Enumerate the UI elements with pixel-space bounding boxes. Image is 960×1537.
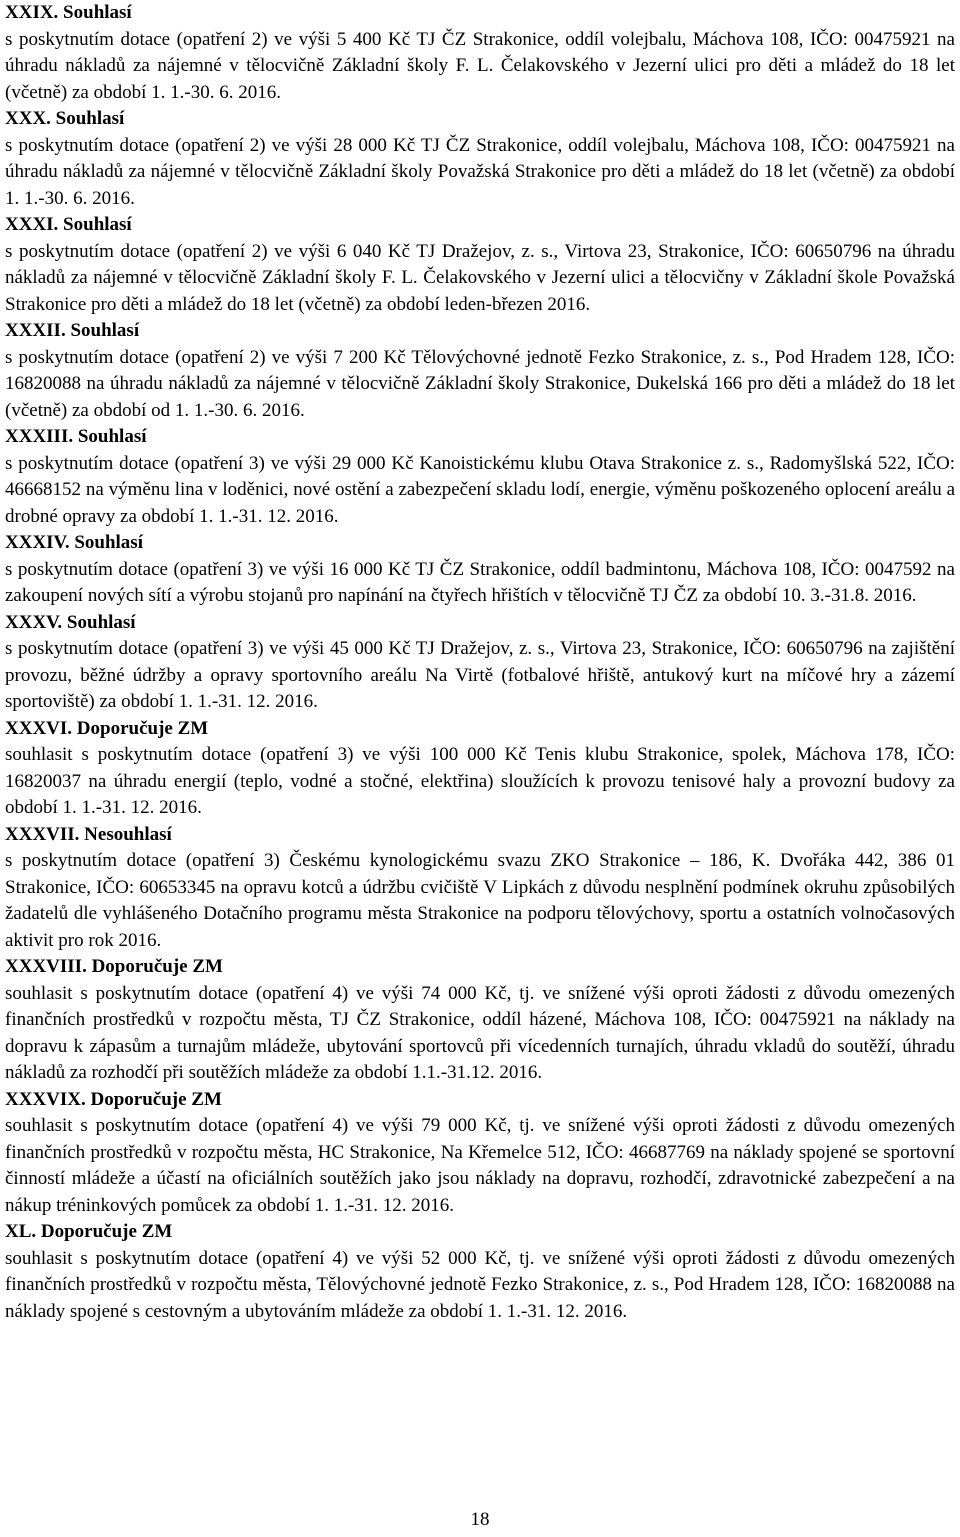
resolution-text: s poskytnutím dotace (opatření 2) ve výši 7 200 Kč Tělovýchovné jednotě Fezko Strakonice, z. s., Pod Hradem 128, IČO: 16820088 na úhradu nákladů za nájemné v tělocvičně Základní školy Strakonice, Dukelská 166 pro děti a mládež do 18 let (včetně) za období od 1. 1.-30. 6. 2016. <box>5 346 955 421</box>
resolution-section <box>5 822 955 955</box>
resolution-heading: XXIX. Souhlasí <box>5 2 132 23</box>
resolution-heading: XXXVII. Nesouhlasí <box>5 823 172 845</box>
resolution-heading: XXXIV. Souhlasí <box>5 532 143 553</box>
resolution-text: s poskytnutím dotace (opatření 3) Českému kynologickému svazu ZKO Strakonice – 186, K. Dvořáka 442, 386 01 Strakonice, IČO: 60653345 na opravu kotců a údržbu cvičiště V Lipkách z důvodu nesplnění podmínek okruhu způsobilých žadatelů dle vyhlášeného Dotačního programu města Strakonice na podporu tělovýchovy, sportu a ostatních volnočasových aktivit pro rok 2016. <box>5 850 955 951</box>
resolution-heading: XXXVI. Doporučuje ZM <box>5 717 209 739</box>
resolution-section <box>5 318 955 424</box>
resolution-section <box>5 106 955 212</box>
resolution-text: s poskytnutím dotace (opatření 2) ve výši 6 040 Kč TJ Dražejov, z. s., Virtova 23, Strakonice, IČO: 60650796 na úhradu nákladů za nájemné v tělocvičně Základní školy F. L. Čelakovského v Jezerní ulici a tělocvičny v Základní škole Považská Strakonice pro děti a mládež do 18 let (včetně) za období leden-březen 2016. <box>5 240 955 315</box>
resolution-section <box>5 530 955 610</box>
resolution-text: souhlasit s poskytnutím dotace (opatření 4) ve výši 52 000 Kč, tj. ve snížené výši oproti žádosti z důvodu omezených finančních prostředků v rozpočtu města, Tělovýchovné jednotě Fezko Strakonice, z. s., Pod Hradem 128, IČO: 16820088 na náklady spojené s cestovným a ubytováním mládeže za období 1. 1.-31. 12. 2016. <box>5 1247 955 1322</box>
resolution-section <box>5 716 955 822</box>
resolution-section <box>5 1087 955 1220</box>
resolution-heading: XXXVIX. Doporučuje ZM <box>5 1088 222 1110</box>
resolution-heading: XXXII. Souhlasí <box>5 320 140 341</box>
page-number: 18 <box>470 1509 490 1530</box>
resolution-heading: XXXIII. Souhlasí <box>5 426 147 447</box>
resolution-text: s poskytnutím dotace (opatření 2) ve výši 5 400 Kč TJ ČZ Strakonice, oddíl volejbalu, Máchova 108, IČO: 00475921 na úhradu nákladů za nájemné v tělocvičně Základní školy F. L. Čelakovského v Jezerní ulici pro děti a mládež do 18 let (včetně) za období 1. 1.-30. 6. 2016. <box>5 28 955 103</box>
resolution-text: s poskytnutím dotace (opatření 3) ve výši 16 000 Kč TJ ČZ Strakonice, oddíl badmintonu, Máchova 108, IČO: 0047592 na zakoupení nových sítí a výrobu stojanů pro napínání na čtyřech hřištích v tělocvičně TJ ČZ za období 10. 3.-31.8. 2016. <box>5 558 955 606</box>
resolution-section <box>5 610 955 716</box>
resolution-heading: XXXVIII. Doporučuje ZM <box>5 956 223 977</box>
resolution-heading: XXXV. Souhlasí <box>5 611 136 633</box>
resolution-text: souhlasit s poskytnutím dotace (opatření 4) ve výši 74 000 Kč, tj. ve snížené výši oproti žádosti z důvodu omezených finančních prostředků v rozpočtu města, TJ ČZ Strakonice, oddíl házené, Máchova 108, IČO: 00475921 na náklady na dopravu k zápasům a turnajům mládeže, ubytování sportovců při vícedenních turnajích, úhradu vkladů do soutěží, úhradu nákladů za rozhodčí při soutěžích mládeže za období 1.1.-31.12. 2016. <box>5 982 955 1083</box>
resolution-text: souhlasit s poskytnutím dotace (opatření 3) ve výši 100 000 Kč Tenis klubu Strakonice, spolek, Máchova 178, IČO: 16820037 na úhradu energií (teplo, vodné a stočné, elektřina) sloužících k provozu tenisové haly a provozní budovy za období 1. 1.-31. 12. 2016. <box>5 744 955 818</box>
resolution-section <box>5 424 955 530</box>
resolution-section <box>5 954 955 1087</box>
resolution-text: souhlasit s poskytnutím dotace (opatření 4) ve výši 79 000 Kč, tj. ve snížené výši oproti žádosti z důvodu omezených finančních prostředků v rozpočtu města, HC Strakonice, Na Křemelce 512, IČO: 46687769 na náklady spojené se sportovní činností mládeže a účastí na oficiálních soutěžích jako jsou náklady na dopravu, rozhodčí, zdravotnické zabezpečení a na nákup tréninkových pomůcek za období 1. 1.-31. 12. 2016. <box>5 1115 955 1216</box>
resolution-section <box>5 0 955 106</box>
resolution-heading: XXXI. Souhlasí <box>5 214 132 235</box>
document-page <box>5 0 955 1325</box>
resolution-text: s poskytnutím dotace (opatření 2) ve výši 28 000 Kč TJ ČZ Strakonice, oddíl volejbalu, Máchova 108, IČO: 00475921 na úhradu nákladů za nájemné v tělocvičně Základní školy Považská Strakonice pro děti a mládež do 18 let (včetně) za období 1. 1.-30. 6. 2016. <box>5 134 955 209</box>
resolution-section <box>5 1219 955 1325</box>
resolution-text: s poskytnutím dotace (opatření 3) ve výši 45 000 Kč TJ Dražejov, z. s., Virtova 23, Strakonice, IČO: 60650796 na zajištění provozu, běžné údržby a opravy sportovního areálu Na Virtě (fotbalové hřiště, antukový kurt na míčové hry a zázemí sportoviště) za období 1. 1.-31. 12. 2016. <box>5 638 955 712</box>
resolution-section <box>5 212 955 318</box>
resolution-heading: XL. Doporučuje ZM <box>5 1221 173 1242</box>
resolution-text: s poskytnutím dotace (opatření 3) ve výši 29 000 Kč Kanoistickému klubu Otava Strakonice z. s., Radomyšlská 522, IČO: 46668152 na výměnu lina v loděnici, nové ostění a zabezpečení skladu lodí, energie, výměnu poškozeného oplocení areálu a drobné opravy za období 1. 1.-31. 12. 2016. <box>5 452 955 527</box>
resolution-heading: XXX. Souhlasí <box>5 108 125 129</box>
